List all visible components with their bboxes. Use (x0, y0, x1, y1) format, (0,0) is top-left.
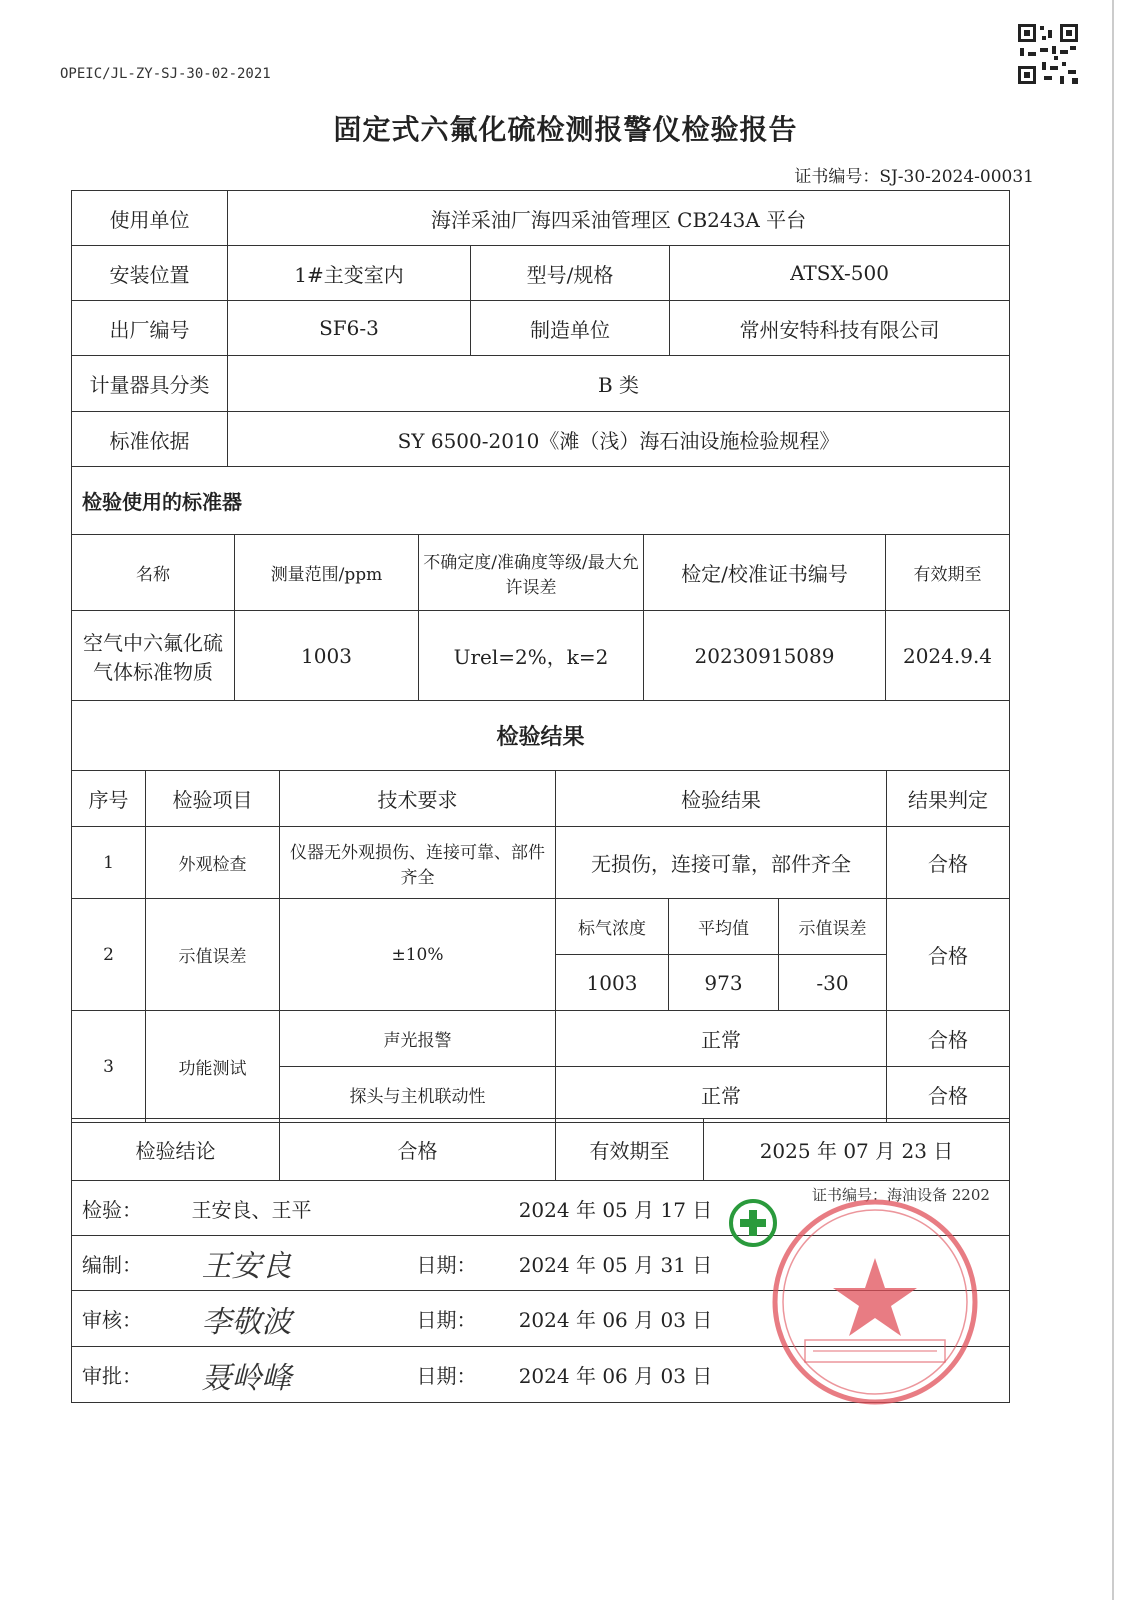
report-title: 固定式六氟化硫检测报警仪检验报告 (333, 113, 798, 146)
row2-error-value: -30 (779, 955, 887, 1011)
res-header-no: 序号 (72, 771, 146, 827)
review-label: 审核： (72, 1291, 182, 1347)
basic-info-table (71, 190, 1010, 535)
std-name: 空气中六氟化硫气体标准物质 (72, 611, 235, 701)
row1-no: 1 (72, 827, 146, 899)
review-date: 2024 年 06 月 03 日 (502, 1291, 730, 1347)
res-header-verdict: 结果判定 (887, 771, 1010, 827)
row2-avg-value: 973 (669, 955, 779, 1011)
compile-label: 编制： (72, 1236, 182, 1291)
maker-value: 常州安特科技有限公司 (670, 301, 1010, 356)
standards-table (71, 534, 1010, 701)
user-unit-value: 海洋采油厂海四采油管理区 CB243A 平台 (228, 191, 1010, 246)
row2-subheader-avg: 平均值 (669, 899, 779, 955)
certificate-number: 证书编号：SJ-30-2024-00031 (794, 167, 1034, 187)
std-header-uncertainty: 不确定度/准确度等级/最大允许误差 (419, 535, 644, 611)
row2-subheader-error: 示值误差 (779, 899, 887, 955)
results-section-title: 检验结果 (72, 701, 1010, 771)
maker-label: 制造单位 (471, 301, 670, 356)
serial-value: SF6-3 (228, 301, 471, 356)
class-value: B 类 (228, 356, 1010, 412)
valid-until-label: 有效期至 (556, 1119, 704, 1181)
class-label: 计量器具分类 (72, 356, 228, 412)
user-unit-label: 使用单位 (72, 191, 228, 246)
std-uncertainty: Urel=2%，k=2 (419, 611, 644, 701)
compile-date-label: 日期： (392, 1236, 502, 1291)
inspectors: 王安良、王平 (182, 1181, 392, 1236)
basis-value: SY 6500-2010《滩（浅）海石油设施检验规程》 (228, 412, 1010, 467)
row3-sub2-result: 正常 (556, 1067, 887, 1123)
official-seal-icon (765, 1190, 995, 1410)
row1-verdict: 合格 (887, 827, 1010, 899)
page-edge (1112, 0, 1114, 1600)
reviewer-signature: 李敬波 (182, 1291, 392, 1347)
row2-no: 2 (72, 899, 146, 1011)
res-header-req: 技术要求 (280, 771, 556, 827)
model-value: ATSX-500 (670, 246, 1010, 301)
approve-date: 2024 年 06 月 03 日 (502, 1347, 730, 1403)
row3-sub1-req: 声光报警 (280, 1011, 556, 1067)
row2-item: 示值误差 (146, 899, 280, 1011)
location-label: 安装位置 (72, 246, 228, 301)
row1-result: 无损伤，连接可靠，部件齐全 (556, 827, 887, 899)
row2-verdict: 合格 (887, 899, 1010, 1011)
std-cert-no: 20230915089 (644, 611, 886, 701)
row3-sub1-verdict: 合格 (887, 1011, 1010, 1067)
approver-signature: 聂岭峰 (182, 1347, 392, 1403)
compiler-signature: 王安良 (182, 1236, 392, 1291)
res-header-item: 检验项目 (146, 771, 280, 827)
approve-label: 审批： (72, 1347, 182, 1403)
serial-label: 出厂编号 (72, 301, 228, 356)
company-logo-icon (728, 1198, 778, 1248)
valid-until-value: 2025 年 07 月 23 日 (704, 1119, 1010, 1181)
compile-date: 2024 年 05 月 31 日 (502, 1236, 730, 1291)
std-valid: 2024.9.4 (886, 611, 1010, 701)
qr-code-icon (1016, 22, 1080, 86)
conclusion-label: 检验结论 (72, 1119, 280, 1181)
res-header-result: 检验结果 (556, 771, 887, 827)
approve-date-label: 日期： (392, 1347, 502, 1403)
model-label: 型号/规格 (471, 246, 670, 301)
std-range: 1003 (235, 611, 419, 701)
std-header-range: 测量范围/ppm (235, 535, 419, 611)
row3-sub2-verdict: 合格 (887, 1067, 1010, 1123)
inspect-date: 2024 年 05 月 17 日 (502, 1181, 730, 1236)
basis-label: 标准依据 (72, 412, 228, 467)
location-value: 1#主变室内 (228, 246, 471, 301)
conclusion-value: 合格 (280, 1119, 556, 1181)
row3-sub2-req: 探头与主机联动性 (280, 1067, 556, 1123)
std-header-cert: 检定/校准证书编号 (644, 535, 886, 611)
row1-req: 仪器无外观损伤、连接可靠、部件齐全 (280, 827, 556, 899)
document-code: OPEIC/JL-ZY-SJ-30-02-2021 (60, 66, 271, 82)
row2-subheader-std: 标气浓度 (556, 899, 669, 955)
results-table (71, 700, 1010, 1123)
row3-no: 3 (72, 1011, 146, 1123)
row1-item: 外观检查 (146, 827, 280, 899)
row3-sub1-result: 正常 (556, 1011, 887, 1067)
seal-certificate-number: 证书编号：海油设备 2202 (812, 1186, 990, 1204)
row2-std-value: 1003 (556, 955, 669, 1011)
review-date-label: 日期： (392, 1291, 502, 1347)
inspect-label: 检验： (72, 1181, 182, 1236)
standards-section-title: 检验使用的标准器 (72, 467, 1010, 535)
std-header-valid: 有效期至 (886, 535, 1010, 611)
row3-item: 功能测试 (146, 1011, 280, 1123)
std-header-name: 名称 (72, 535, 235, 611)
conclusion-table (71, 1118, 1010, 1181)
row2-req: ±10% (280, 899, 556, 1011)
